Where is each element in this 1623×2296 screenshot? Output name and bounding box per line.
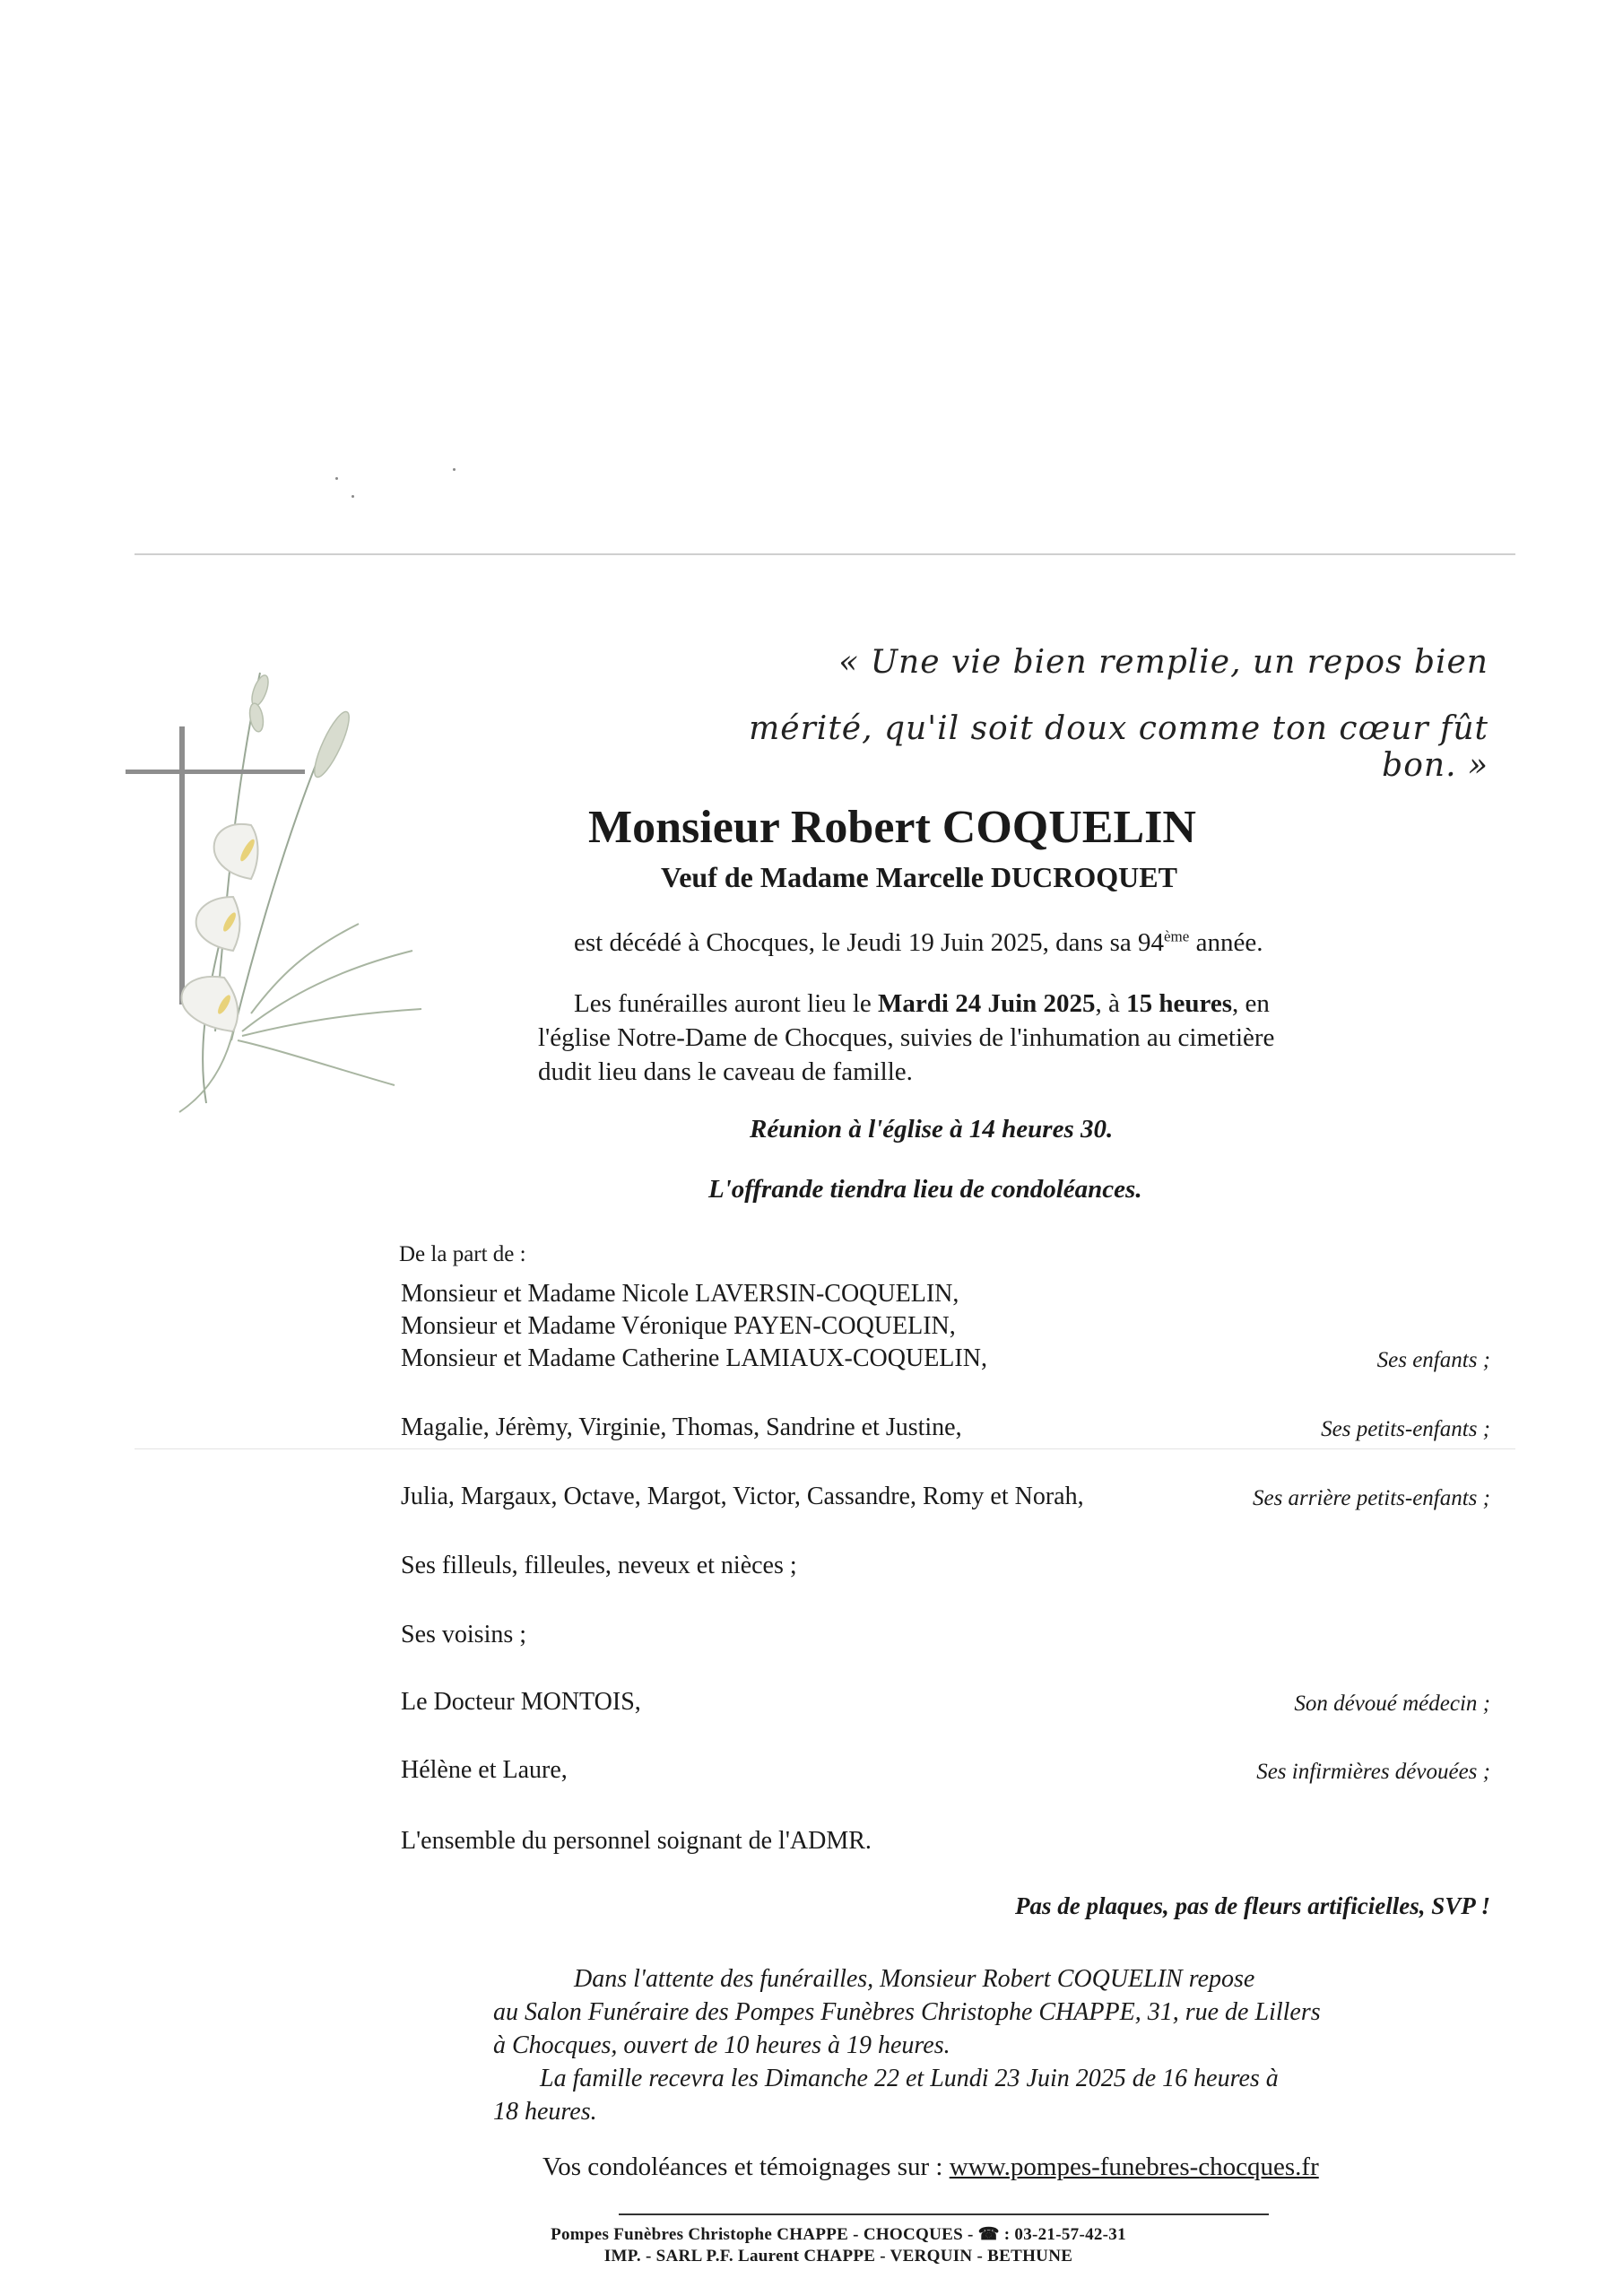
children-relation: Ses enfants ; (1376, 1348, 1490, 1372)
great-grandchildren-names: Julia, Margaux, Octave, Margot, Victor, Cassandre, Romy et Norah, (401, 1483, 1084, 1510)
great-grandchildren-relation: Ses arrière petits-enfants ; (1252, 1486, 1490, 1510)
nurses-names: Hélène et Laure, (401, 1756, 568, 1784)
grandchildren-row (401, 1413, 1490, 1442)
top-divider (135, 553, 1515, 555)
viewing-line-5: 18 heures. (493, 2098, 597, 2126)
staff-line: L'ensemble du personnel soignant de l'ADMR. (401, 1827, 872, 1855)
doctor-row (401, 1688, 1490, 1717)
footer-line-1 (0, 2224, 1623, 2245)
funeral-line-1 (538, 987, 1345, 1021)
doctor-relation: Son dévoué médecin ; (1294, 1692, 1490, 1716)
funeral-text: Les funérailles auront lieu le (574, 989, 879, 1018)
deceased-name: Monsieur Robert COQUELIN (588, 802, 1196, 853)
grandchildren-relation: Ses petits-enfants ; (1321, 1417, 1490, 1441)
viewing-line-4: La famille recevra les Dimanche 22 et Lundi 23 Juin 2025 de 16 heures à (540, 2065, 1279, 2092)
footer-company: Pompes Funèbres Christophe CHAPPE - CHOCQUES - (551, 2225, 978, 2244)
death-text-end: année. (1189, 928, 1263, 957)
children-line-3: Monsieur et Madame Catherine LAMIAUX-COQUELIN, (401, 1344, 987, 1372)
nurses-row (401, 1756, 1490, 1785)
viewing-line-1: Dans l'attente des funérailles, Monsieur Robert COQUELIN repose (574, 1965, 1255, 1993)
fold-line (135, 1448, 1515, 1449)
funeral-time: 15 heures (1126, 989, 1233, 1018)
children-row (401, 1344, 1490, 1373)
meeting-time: Réunion à l'église à 14 heures 30. (750, 1115, 1114, 1144)
nurses-relation: Ses infirmières dévouées ; (1256, 1760, 1490, 1784)
death-text: est décédé à Chocques, le Jeudi 19 Juin 2025, dans sa 94 (574, 928, 1164, 957)
footer-phone: : 03-21-57-42-31 (999, 2225, 1126, 2244)
epigraph-line-1: « Une vie bien remplie, un repos bien (838, 644, 1488, 681)
family-intro: De la part de : (399, 1242, 526, 1266)
funeral-details (538, 987, 1345, 1089)
ordinal-suffix: ème (1164, 927, 1190, 945)
epigraph-line-2: mérité, qu'il soit doux comme ton cœur fût bon. » (749, 710, 1488, 784)
great-grandchildren-row (401, 1483, 1490, 1511)
viewing-line-2: au Salon Funéraire des Pompes Funèbres Christophe CHAPPE, 31, rue de Lillers (493, 1998, 1321, 2026)
no-flowers-notice: Pas de plaques, pas de fleurs artificielles, SVP ! (1015, 1892, 1490, 1919)
neighbours-line: Ses voisins ; (401, 1621, 527, 1648)
funeral-line-3: dudit lieu dans le caveau de famille. (538, 1057, 913, 1086)
scan-speck (352, 495, 354, 498)
scan-speck (335, 477, 338, 480)
viewing-line-3: à Chocques, ouvert de 10 heures à 19 heures. (493, 2031, 950, 2059)
godchildren-line: Ses filleuls, filleules, neveux et nièces ; (401, 1552, 797, 1579)
condolences-text: Vos condoléances et témoignages sur : (542, 2152, 950, 2181)
children-line-1: Monsieur et Madame Nicole LAVERSIN-COQUELIN, (401, 1280, 959, 1308)
scan-speck (453, 468, 456, 471)
doctor-name: Le Docteur MONTOIS, (401, 1688, 641, 1716)
funeral-text: , en (1232, 989, 1270, 1018)
funeral-text: , à (1095, 989, 1127, 1018)
phone-icon: ☎ (977, 2225, 1000, 2244)
death-announcement (574, 928, 1263, 958)
grandchildren-names: Magalie, Jérèmy, Virginie, Thomas, Sandrine et Justine, (401, 1413, 962, 1441)
condolences-line (542, 2152, 1319, 2182)
viewing-info (493, 1962, 1435, 2128)
widower-line: Veuf de Madame Marcelle DUCROQUET (661, 861, 1177, 893)
offering-note: L'offrande tiendra lieu de condoléances. (708, 1175, 1142, 1204)
footer-rule (619, 2213, 1269, 2215)
condolences-link[interactable]: www.pompes-funebres-chocques.fr (949, 2152, 1319, 2181)
children-line-2: Monsieur et Madame Véronique PAYEN-COQUELIN, (401, 1312, 956, 1340)
footer-line-2: IMP. - SARL P.F. Laurent CHAPPE - VERQUIN - BETHUNE (603, 2247, 1073, 2266)
funeral-line-2: l'église Notre-Dame de Chocques, suivies de l'inhumation au cimetière (538, 1023, 1275, 1052)
funeral-date: Mardi 24 Juin 2025 (878, 989, 1096, 1018)
